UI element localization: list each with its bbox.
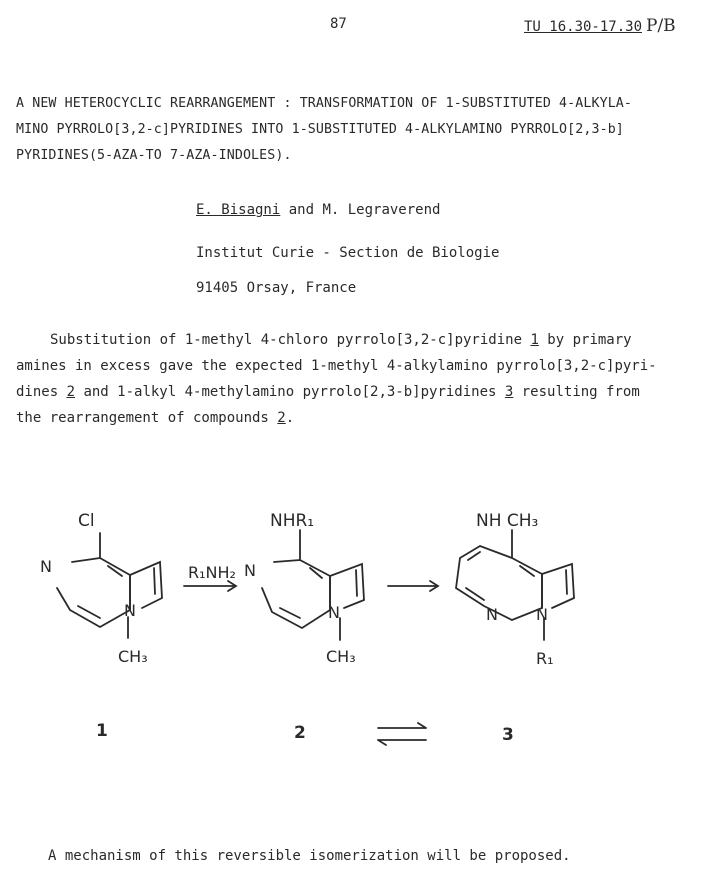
author-connector: and [280, 202, 323, 218]
session-time [524, 16, 676, 36]
compound-1-substituent: Cl [78, 511, 95, 531]
compound-3-pyrrole-n: N [536, 605, 548, 624]
compound-3-ring-n: N [486, 605, 498, 624]
compound-2-substituent: NHR₁ [270, 511, 315, 531]
title-line-1: A NEW HETEROCYCLIC REARRANGEMENT : TRANSFORMATION OF 1-SUBSTITUTED 4-ALKYLA- [16, 96, 633, 111]
authors [196, 202, 440, 218]
compound-number-1: 1 [96, 721, 108, 741]
compound-3-n-sub: R₁ [536, 649, 554, 668]
equilibrium-arrows [378, 723, 426, 745]
abstract-line-2: amines in excess gave the expected 1-methyl 4-alkylamino pyrrolo[3,2-c]pyri- [16, 358, 657, 374]
author-second: M. Legraverend [322, 202, 441, 218]
compound-ref-2b: 2 [277, 410, 286, 426]
page-number: 87 [330, 16, 347, 32]
compound-2-n-sub: CH₃ [326, 647, 356, 666]
compound-2-pyrrole-n: N [328, 603, 340, 622]
footer-note: A mechanism of this reversible isomerization will be proposed. [48, 848, 571, 864]
abstract-line-1: Substitution of 1-methyl 4-chloro pyrrolo[3,2-c]pyridine 1 by primary [50, 332, 632, 348]
compound-1-ring-n: N [40, 557, 52, 576]
affiliation-address: 91405 Orsay, France [196, 280, 357, 296]
session-code: TU 16.30-17.30 [524, 19, 643, 35]
reagent-arrow [184, 563, 236, 591]
compound-ref-3: 3 [504, 384, 514, 400]
compound-number-2: 2 [294, 723, 306, 743]
abstract-line-3: dines 2 and 1-alkyl 4-methylamino pyrrolo[2,3-b]pyridines 3 resulting from [16, 384, 640, 400]
author-first: E. Bisagni [196, 202, 281, 218]
reaction-scheme [0, 490, 704, 770]
compound-3-substituent: NH CH₃ [476, 511, 539, 531]
compound-ref-1: 1 [530, 332, 539, 348]
compound-1-n-sub: CH₃ [118, 647, 148, 666]
compound-1-structure [40, 511, 162, 666]
reagent-label: R₁NH₂ [188, 563, 236, 582]
session-suffix: P/B [646, 16, 676, 36]
compound-2-ring-n: N [244, 561, 256, 580]
compound-ref-2: 2 [66, 384, 76, 400]
compound-number-3: 3 [502, 725, 514, 745]
abstract-line-4: the rearrangement of compounds 2. [16, 410, 295, 426]
affiliation-institute: Institut Curie - Section de Biologie [196, 245, 500, 261]
forward-arrow [388, 581, 438, 591]
compound-3-structure [456, 511, 574, 668]
compound-1-pyrrole-n: N [124, 601, 136, 620]
title-line-2: MINO PYRROLO[3,2-c]PYRIDINES INTO 1-SUBSTITUTED 4-ALKYLAMINO PYRROLO[2,3-b] [16, 122, 624, 137]
title-line-3: PYRIDINES(5-AZA-TO 7-AZA-INDOLES). [16, 148, 292, 163]
compound-2-structure [244, 511, 364, 666]
